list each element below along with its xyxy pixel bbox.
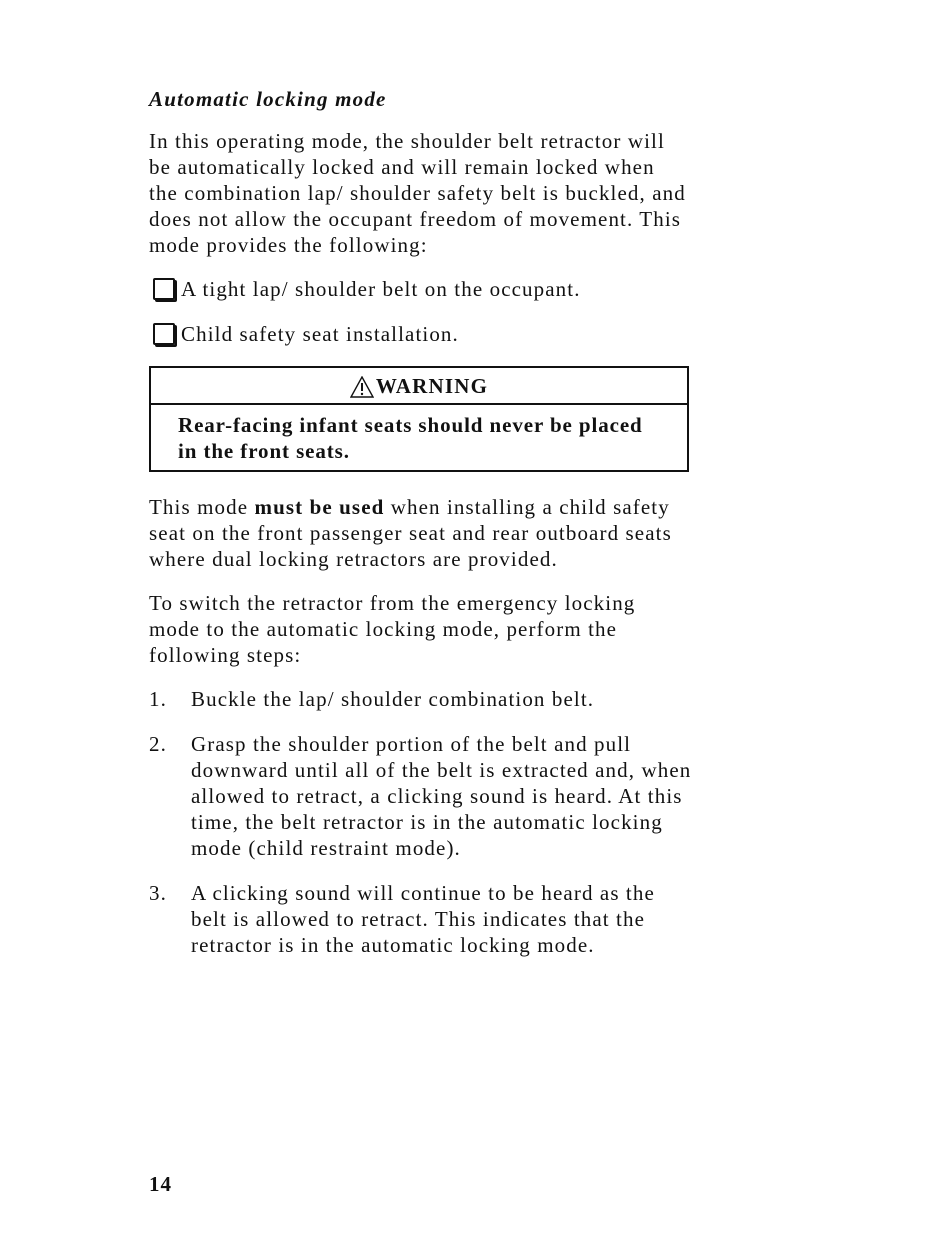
switch-intro-paragraph: To switch the retractor from the emergency locking mode to the automatic locking mode, perform the following steps: [149,591,636,667]
usage-text-before: This mode [149,495,255,519]
step-number: 2. [149,732,167,756]
warning-box [149,366,689,472]
step-item [149,880,694,958]
bullet-item [153,321,694,347]
bullet-text: A tight lap/ shoulder belt on the occupant. [181,277,581,301]
usage-paragraph [149,494,689,572]
usage-text-after: when installing a child safety seat on the front passenger seat and rear outboard seats where dual locking retractors are provided. [149,495,672,571]
step-text: Buckle the lap/ shoulder combination belt. [191,687,595,711]
warning-text: Rear-facing infant seats should never be placed in the front seats. [178,413,643,463]
step-text: A clicking sound will continue to be heard as the belt is allowed to retract. This indicates that the retractor is in the automatic locking mode. [191,881,655,957]
step-item [149,731,694,861]
warning-header [151,368,687,405]
step-text: Grasp the shoulder portion of the belt and pull downward until all of the belt is extracted and, when allowed to retract, a clicking sound is heard. At this time, the belt retractor is in the automatic locking mode (child restraint mode). [191,732,692,860]
step-item [149,686,694,712]
warning-triangle-icon [350,376,374,398]
page-content [149,86,694,977]
usage-emphasis: must be used [254,495,385,519]
bullet-item [153,276,694,302]
warning-title: WARNING [375,374,489,398]
section-heading: Automatic locking mode [149,87,387,111]
checkbox-icon [153,323,175,345]
step-number: 3. [149,881,167,905]
step-number: 1. [149,687,167,711]
bullet-text: Child safety seat installation. [181,322,459,346]
intro-paragraph: In this operating mode, the shoulder belt retractor will be automatically locked and will remain locked when the combination lap/ shoulder safety belt is buckled, and does not allow the occupant freedom of movement. This mode provides the following: [149,129,686,257]
checkbox-icon [153,278,175,300]
page-number: 14 [149,1172,172,1196]
